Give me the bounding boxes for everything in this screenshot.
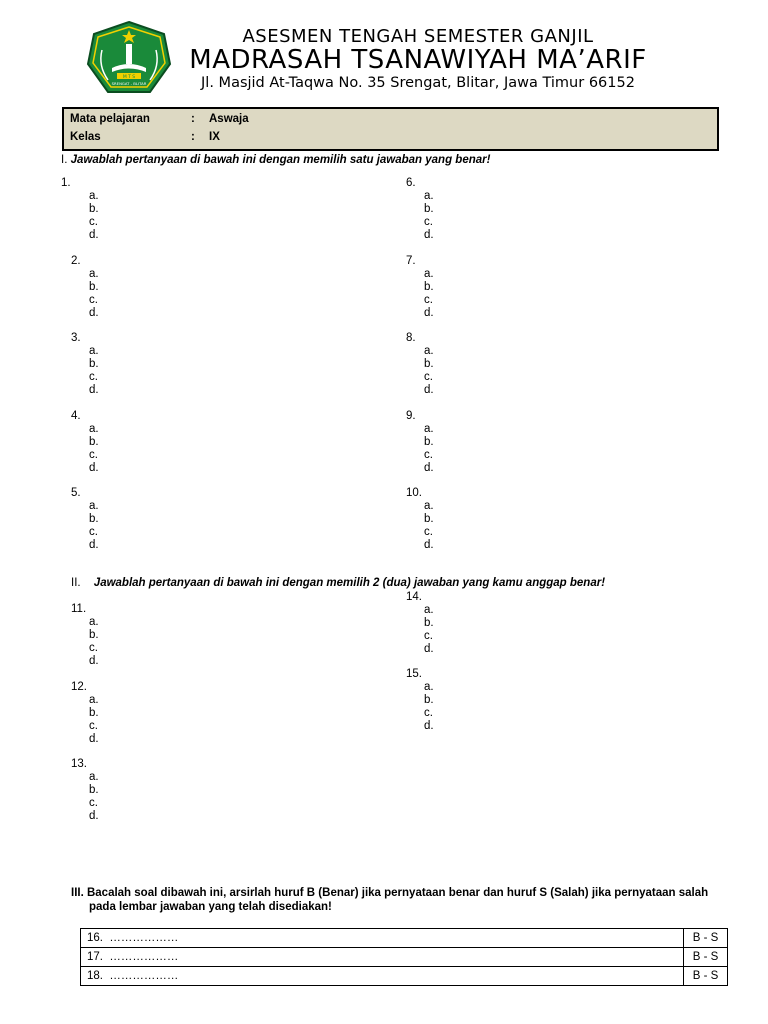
crest-emblem-text: M T S <box>122 75 136 80</box>
answer-option[interactable]: c. <box>424 706 433 719</box>
answer-option[interactable]: a. <box>424 189 434 202</box>
answer-option[interactable]: a. <box>89 770 99 783</box>
section-2-numeral: II. <box>71 577 81 589</box>
answer-option[interactable]: d. <box>424 383 434 396</box>
answer-option[interactable]: b. <box>424 616 434 629</box>
answer-option[interactable]: a. <box>424 499 434 512</box>
statement-cell <box>81 948 684 967</box>
table-row <box>81 948 728 967</box>
answer-option[interactable]: c. <box>89 641 98 654</box>
answer-option[interactable]: c. <box>424 448 433 461</box>
table-row <box>81 929 728 948</box>
option-list <box>424 190 434 242</box>
answer-option[interactable]: c. <box>424 629 433 642</box>
answer-option[interactable]: c. <box>424 293 433 306</box>
crest-caption: SRENGAT - BLITAR <box>111 81 147 86</box>
answer-option[interactable]: c. <box>89 293 98 306</box>
answer-option[interactable]: a. <box>424 422 434 435</box>
answer-option[interactable]: d. <box>424 228 434 241</box>
option-list <box>424 268 434 320</box>
answer-option[interactable]: b. <box>89 202 99 215</box>
question-number: 14. <box>406 591 422 603</box>
answer-option[interactable]: a. <box>424 267 434 280</box>
answer-option[interactable]: b. <box>424 435 434 448</box>
statement-number: 16. <box>87 932 103 944</box>
option-list <box>424 500 434 552</box>
answer-option[interactable]: b. <box>89 512 99 525</box>
madrasah-crest-icon <box>84 20 174 98</box>
answer-option[interactable]: d. <box>89 654 99 667</box>
question-number: 5. <box>71 487 81 499</box>
option-list <box>424 681 434 733</box>
subject-value: Aswaja <box>209 113 249 125</box>
question-number: 6. <box>406 177 416 189</box>
question-number: 1. <box>61 177 71 189</box>
section-2-instruction <box>71 577 605 589</box>
bs-choice[interactable]: B - S <box>684 967 728 986</box>
section-1-numeral: I. <box>61 154 68 166</box>
section-3-line2: pada lembar jawaban yang telah disediakan! <box>89 901 332 913</box>
question-number: 8. <box>406 332 416 344</box>
statement-dots: ……………… <box>109 951 179 963</box>
statement-dots: ……………… <box>109 970 179 982</box>
answer-option[interactable]: d. <box>424 538 434 551</box>
answer-option[interactable]: d. <box>89 732 99 745</box>
answer-option[interactable]: a. <box>89 344 99 357</box>
question-number: 2. <box>71 255 81 267</box>
answer-option[interactable]: b. <box>89 783 99 796</box>
answer-option[interactable]: d. <box>89 306 99 319</box>
answer-option[interactable]: a. <box>424 603 434 616</box>
answer-option[interactable]: b. <box>424 512 434 525</box>
answer-option[interactable]: c. <box>89 448 98 461</box>
answer-option[interactable]: c. <box>89 525 98 538</box>
question-number: 10. <box>406 487 422 499</box>
answer-option[interactable]: b. <box>89 280 99 293</box>
answer-option[interactable]: b. <box>89 357 99 370</box>
answer-option[interactable]: d. <box>89 809 99 822</box>
question-number: 4. <box>71 410 81 422</box>
statement-cell <box>81 929 684 948</box>
answer-option[interactable]: d. <box>89 383 99 396</box>
answer-option[interactable]: b. <box>424 280 434 293</box>
bs-choice[interactable]: B - S <box>684 948 728 967</box>
answer-option[interactable]: d. <box>424 719 434 732</box>
option-list <box>89 190 99 242</box>
section-2-text: Jawablah pertanyaan di bawah ini dengan memilih 2 (dua) jawaban yang kamu anggap benar! <box>93 577 606 589</box>
question-number: 7. <box>406 255 416 267</box>
option-list <box>424 345 434 397</box>
subject-colon: : <box>191 113 195 125</box>
option-list <box>89 345 99 397</box>
question-number: 15. <box>406 668 422 680</box>
answer-option[interactable]: b. <box>89 628 99 641</box>
question-number: 9. <box>406 410 416 422</box>
school-name: MADRASAH TSANAWIYAH MA’ARIF <box>189 45 647 75</box>
statement-dots: ……………… <box>109 932 179 944</box>
answer-option[interactable]: b. <box>424 357 434 370</box>
answer-option[interactable]: d. <box>424 642 434 655</box>
section-3-line1: III. Bacalah soal dibawah ini, arsirlah huruf B (Benar) jika pernyataan benar dan huruf S (Salah) jika pernyataan salah <box>71 887 709 899</box>
subject-label: Mata pelajaran <box>70 113 150 125</box>
option-list <box>89 616 99 668</box>
question-number: 13. <box>71 758 87 770</box>
option-list <box>89 423 99 475</box>
answer-option[interactable]: c. <box>424 370 433 383</box>
option-list <box>89 771 99 823</box>
answer-option[interactable]: b. <box>424 202 434 215</box>
answer-option[interactable]: a. <box>89 693 99 706</box>
answer-option[interactable]: a. <box>89 499 99 512</box>
section-3-instruction <box>71 887 708 913</box>
answer-option[interactable]: d. <box>424 461 434 474</box>
statement-number: 18. <box>87 970 103 982</box>
class-label: Kelas <box>70 131 101 143</box>
class-colon: : <box>191 131 195 143</box>
answer-option[interactable]: c. <box>424 525 433 538</box>
answer-option[interactable]: a. <box>89 615 99 628</box>
answer-option[interactable]: d. <box>89 538 99 551</box>
subject-info-box <box>62 107 719 151</box>
table-row <box>81 967 728 986</box>
answer-option[interactable]: c. <box>424 215 433 228</box>
address-block <box>178 74 658 98</box>
school-address: Jl. Masjid At-Taqwa No. 35 Srengat, Blitar, Jawa Timur 66152 <box>201 75 635 91</box>
section-1-text: Jawablah pertanyaan di bawah ini dengan memilih satu jawaban yang benar! <box>70 154 491 166</box>
option-list <box>89 500 99 552</box>
question-number: 11. <box>71 603 87 615</box>
section-1-instruction <box>61 154 490 166</box>
answer-option[interactable]: d. <box>89 228 99 241</box>
question-number: 3. <box>71 332 81 344</box>
option-list <box>89 268 99 320</box>
answer-option[interactable]: a. <box>89 267 99 280</box>
statement-number: 17. <box>87 951 103 963</box>
answer-option[interactable]: c. <box>89 796 98 809</box>
answer-option[interactable]: a. <box>89 422 99 435</box>
answer-option[interactable]: a. <box>89 189 99 202</box>
answer-option[interactable]: b. <box>424 693 434 706</box>
answer-option[interactable]: b. <box>89 706 99 719</box>
answer-option[interactable]: d. <box>424 306 434 319</box>
answer-option[interactable]: a. <box>424 680 434 693</box>
statement-cell <box>81 967 684 986</box>
answer-option[interactable]: d. <box>89 461 99 474</box>
answer-option[interactable]: b. <box>89 435 99 448</box>
bs-choice[interactable]: B - S <box>684 929 728 948</box>
answer-option[interactable]: c. <box>89 215 98 228</box>
answer-option[interactable]: a. <box>424 344 434 357</box>
option-list <box>424 604 434 656</box>
question-number: 12. <box>71 681 87 693</box>
exam-title: ASESMEN TENGAH SEMESTER GANJIL <box>242 26 594 47</box>
answer-option[interactable]: c. <box>89 370 98 383</box>
option-list <box>424 423 434 475</box>
true-false-table <box>80 928 728 986</box>
class-value: IX <box>209 131 220 143</box>
option-list <box>89 694 99 746</box>
answer-option[interactable]: c. <box>89 719 98 732</box>
